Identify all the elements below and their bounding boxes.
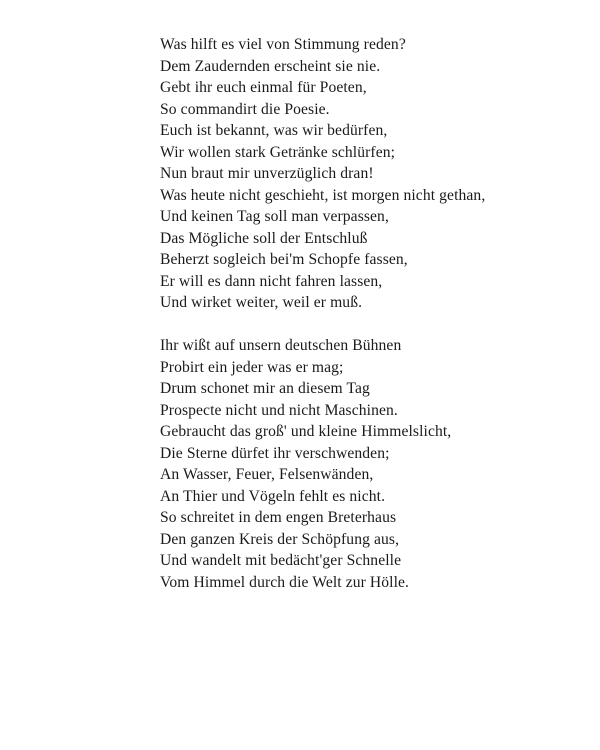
poem-line: Euch ist bekannt, was wir bedürfen, [160, 122, 388, 139]
poem-line: Ihr wißt auf unsern deutschen Bühnen [160, 337, 402, 354]
poem-line: Den ganzen Kreis der Schöpfung aus, [160, 530, 400, 548]
poem-line: Drum schonet mir an diesem Tag [160, 380, 370, 397]
poem-text [160, 34, 590, 593]
poem-line: Was heute nicht geschieht, ist morgen nicht gethan, [160, 186, 486, 204]
poem-line: Und wandelt mit bedächt'ger Schnelle [160, 552, 402, 569]
stanza-1 [160, 34, 590, 314]
poem-line: Und keinen Tag soll man verpassen, [160, 208, 389, 225]
poem-line: Gebt ihr euch einmal für Poeten, [160, 79, 367, 96]
poem-line: Prospecte nicht und nicht Maschinen. [160, 401, 398, 419]
poem-line: Nun braut mir unverzüglich dran! [160, 165, 374, 182]
poem-line: An Thier und Vögeln fehlt es nicht. [160, 487, 386, 505]
poem-line: Er will es dann nicht fahren lassen, [160, 272, 383, 290]
stanza-2 [160, 335, 590, 593]
poem-line: An Wasser, Feuer, Felsenwänden, [160, 466, 374, 483]
poem-line: Gebraucht das groß' und kleine Himmelslicht, [160, 423, 452, 440]
poem-line: Die Sterne dürfet ihr verschwenden; [160, 444, 390, 462]
poem-line: Dem Zaudernden erscheint sie nie. [160, 57, 381, 75]
poem-line: So commandirt die Poesie. [160, 100, 330, 118]
poem-line: Probirt ein jeder was er mag; [160, 358, 344, 376]
poem-line: Das Mögliche soll der Entschluß [160, 229, 368, 247]
poem-line: Wir wollen stark Getränke schlürfen; [160, 143, 396, 161]
poem-line: So schreitet in dem engen Breterhaus [160, 509, 397, 526]
poem-line: Was hilft es viel von Stimmung reden? [160, 36, 406, 53]
poem-line: Und wirket weiter, weil er muß. [160, 294, 363, 311]
poem-line: Vom Himmel durch die Welt zur Hölle. [160, 573, 410, 591]
poem-line: Beherzt sogleich bei'm Schopfe fassen, [160, 251, 408, 268]
